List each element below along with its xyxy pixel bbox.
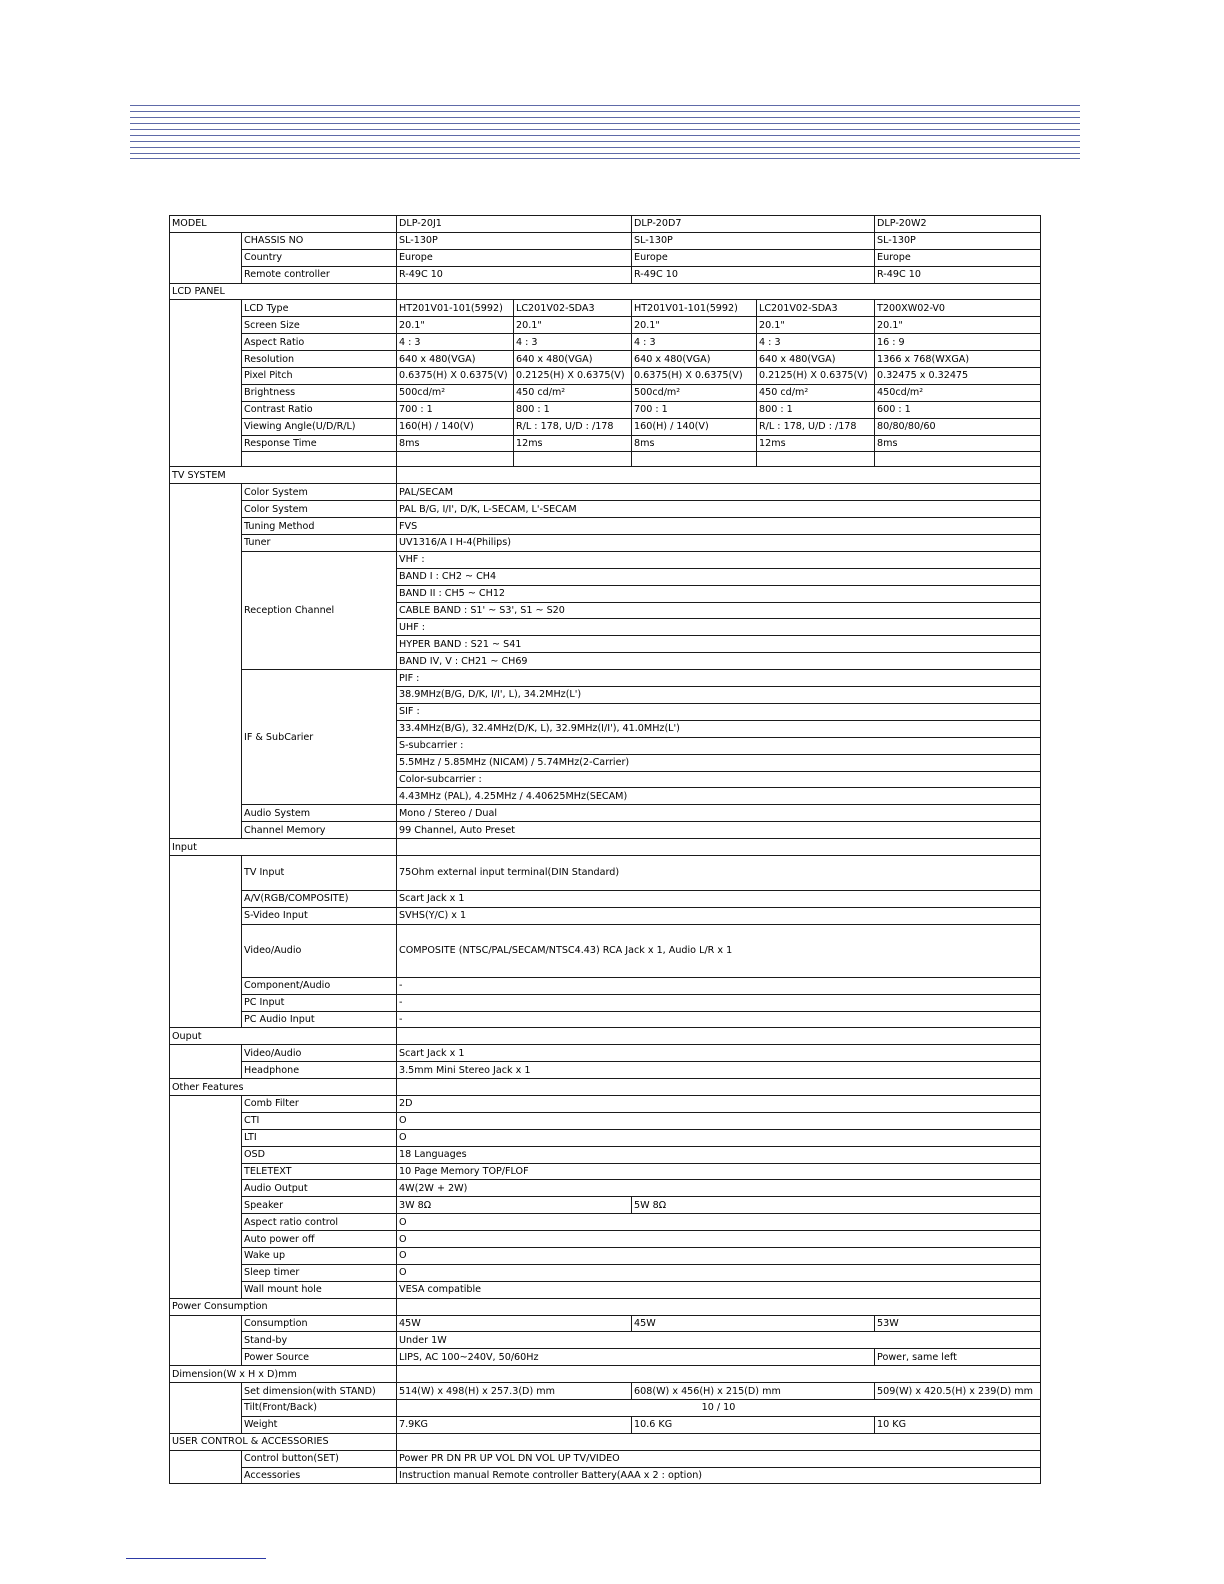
table-row: Contrast Ratio 700 : 1 800 : 1 700 : 1 800 : 1 600 : 1 <box>170 401 1041 418</box>
section-header-input: Input <box>170 839 1041 856</box>
table-row: Video/Audio Scart Jack x 1 <box>170 1045 1041 1062</box>
table-row: Viewing Angle(U/D/R/L) 160(H) / 140(V) R/L : 178, U/D : /178 160(H) / 140(V) R/L : 178, U/D : /178 80/80/80/60 <box>170 418 1041 435</box>
table-row: Speaker 3W 8Ω 5W 8Ω <box>170 1197 1041 1214</box>
section-header-output: Ouput <box>170 1028 1041 1045</box>
table-row: Color System PAL/SECAM <box>170 484 1041 501</box>
table-row: 33.4MHz(B/G), 32.4MHz(D/K, L), 32.9MHz(I/I'), 41.0MHz(L') <box>170 720 1041 737</box>
model-2: DLP-20D7 <box>632 216 875 233</box>
table-row: LCD Type HT201V01-101(5992) LC201V02-SDA3 HT201V01-101(5992) LC201V02-SDA3 T200XW02-V0 <box>170 300 1041 317</box>
model-row <box>170 216 1041 233</box>
section-header-dimension: Dimension(W x H x D)mm <box>170 1366 1041 1383</box>
table-row: Aspect Ratio 4 : 3 4 : 3 4 : 3 4 : 3 16 : 9 <box>170 334 1041 351</box>
table-row: Color System PAL B/G, I/I', D/K, L-SECAM, L'-SECAM <box>170 501 1041 518</box>
table-row: Comb Filter 2D <box>170 1095 1041 1112</box>
table-row: OSD 18 Languages <box>170 1146 1041 1163</box>
table-row: PC Audio Input - <box>170 1011 1041 1028</box>
table-row: Wake up O <box>170 1247 1041 1264</box>
table-row: S-subcarrier : <box>170 737 1041 754</box>
header-rule-decoration <box>130 105 1080 159</box>
table-row: Accessories Instruction manual Remote controller Battery(AAA x 2 : option) <box>170 1467 1041 1484</box>
table-row: Reception Channel VHF : <box>170 551 1041 568</box>
table-row: Tuning Method FVS <box>170 518 1041 535</box>
table-row: BAND I : CH2 ~ CH4 <box>170 568 1041 585</box>
table-row: A/V(RGB/COMPOSITE) Scart Jack x 1 <box>170 890 1041 907</box>
model-3: DLP-20W2 <box>875 216 1041 233</box>
table-row: LTI O <box>170 1129 1041 1146</box>
table-row: Remote controller R-49C 10 R-49C 10 R-49C 10 <box>170 266 1041 283</box>
table-row: BAND II : CH5 ~ CH12 <box>170 585 1041 602</box>
table-row: Wall mount hole VESA compatible <box>170 1281 1041 1298</box>
table-row: Tuner UV1316/A I H-4(Philips) <box>170 535 1041 552</box>
table-row: Response Time 8ms 12ms 8ms 12ms 8ms <box>170 435 1041 452</box>
model-label: MODEL <box>170 216 397 233</box>
table-row: SIF : <box>170 703 1041 720</box>
table-row: Aspect ratio control O <box>170 1214 1041 1231</box>
table-row: Headphone 3.5mm Mini Stereo Jack x 1 <box>170 1062 1041 1079</box>
table-row: CHASSIS NO SL-130P SL-130P SL-130P <box>170 232 1041 249</box>
table-row: 4.43MHz (PAL), 4.25MHz / 4.40625MHz(SECAM) <box>170 788 1041 805</box>
table-row: Channel Memory 99 Channel, Auto Preset <box>170 822 1041 839</box>
table-row: TELETEXT 10 Page Memory TOP/FLOF <box>170 1163 1041 1180</box>
section-header-tv: TV SYSTEM <box>170 467 1041 484</box>
table-row: CABLE BAND : S1' ~ S3', S1 ~ S20 <box>170 602 1041 619</box>
section-header-user-control: USER CONTROL & ACCESSORIES <box>170 1433 1041 1450</box>
table-row: Brightness 500cd/m² 450 cd/m² 500cd/m² 450 cd/m² 450cd/m² <box>170 384 1041 401</box>
table-row: TV Input 75Ohm external input terminal(DIN Standard) <box>170 855 1041 890</box>
table-row: HYPER BAND : S21 ~ S41 <box>170 636 1041 653</box>
table-row: S-Video Input SVHS(Y/C) x 1 <box>170 907 1041 924</box>
table-row: Pixel Pitch 0.6375(H) X 0.6375(V) 0.2125(H) X 0.6375(V) 0.6375(H) X 0.6375(V) 0.2125(H) X 0.6375(V) 0.32475 x 0.32475 <box>170 368 1041 385</box>
table-row: Auto power off O <box>170 1231 1041 1248</box>
table-row: IF & SubCarier PIF : <box>170 670 1041 687</box>
table-row: Video/Audio COMPOSITE (NTSC/PAL/SECAM/NTSC4.43) RCA Jack x 1, Audio L/R x 1 <box>170 924 1041 977</box>
section-header-power: Power Consumption <box>170 1298 1041 1315</box>
table-row: Consumption 45W 45W 53W <box>170 1315 1041 1332</box>
table-row <box>170 452 1041 467</box>
table-row: Country Europe Europe Europe <box>170 249 1041 266</box>
table-row: Sleep timer O <box>170 1264 1041 1281</box>
table-row: Control button(SET) Power PR DN PR UP VOL DN VOL UP TV/VIDEO <box>170 1450 1041 1467</box>
table-row: 5.5MHz / 5.85MHz (NICAM) / 5.74MHz(2-Carrier) <box>170 754 1041 771</box>
table-row: PC Input - <box>170 994 1041 1011</box>
table-row: 38.9MHz(B/G, D/K, I/I', L), 34.2MHz(L') <box>170 687 1041 704</box>
table-row: UHF : <box>170 619 1041 636</box>
model-1: DLP-20J1 <box>397 216 632 233</box>
table-row: Set dimension(with STAND) 514(W) x 498(H) x 257.3(D) mm 608(W) x 456(H) x 215(D) mm 509(W) x 420.5(H) x 239(D) mm <box>170 1383 1041 1400</box>
footer-rule <box>126 1558 266 1559</box>
section-header-lcd: LCD PANEL <box>170 283 1041 300</box>
table-row: Screen Size 20.1" 20.1" 20.1" 20.1" 20.1" <box>170 317 1041 334</box>
table-row: Color-subcarrier : <box>170 771 1041 788</box>
table-row: Weight 7.9KG 10.6 KG 10 KG <box>170 1416 1041 1433</box>
table-row: Audio Output 4W(2W + 2W) <box>170 1180 1041 1197</box>
table-row: CTI O <box>170 1112 1041 1129</box>
table-row: BAND IV, V : CH21 ~ CH69 <box>170 653 1041 670</box>
section-header-features: Other Features <box>170 1079 1041 1096</box>
table-row: Stand-by Under 1W <box>170 1332 1041 1349</box>
table-row: Power Source LIPS, AC 100~240V, 50/60Hz Power, same left <box>170 1349 1041 1366</box>
table-row: Tilt(Front/Back) 10 / 10 <box>170 1400 1041 1417</box>
spec-table <box>169 215 1041 1484</box>
table-row: Component/Audio - <box>170 977 1041 994</box>
table-row: Audio System Mono / Stereo / Dual <box>170 805 1041 822</box>
table-row: Resolution 640 x 480(VGA) 640 x 480(VGA) 640 x 480(VGA) 640 x 480(VGA) 1366 x 768(WXGA) <box>170 351 1041 368</box>
